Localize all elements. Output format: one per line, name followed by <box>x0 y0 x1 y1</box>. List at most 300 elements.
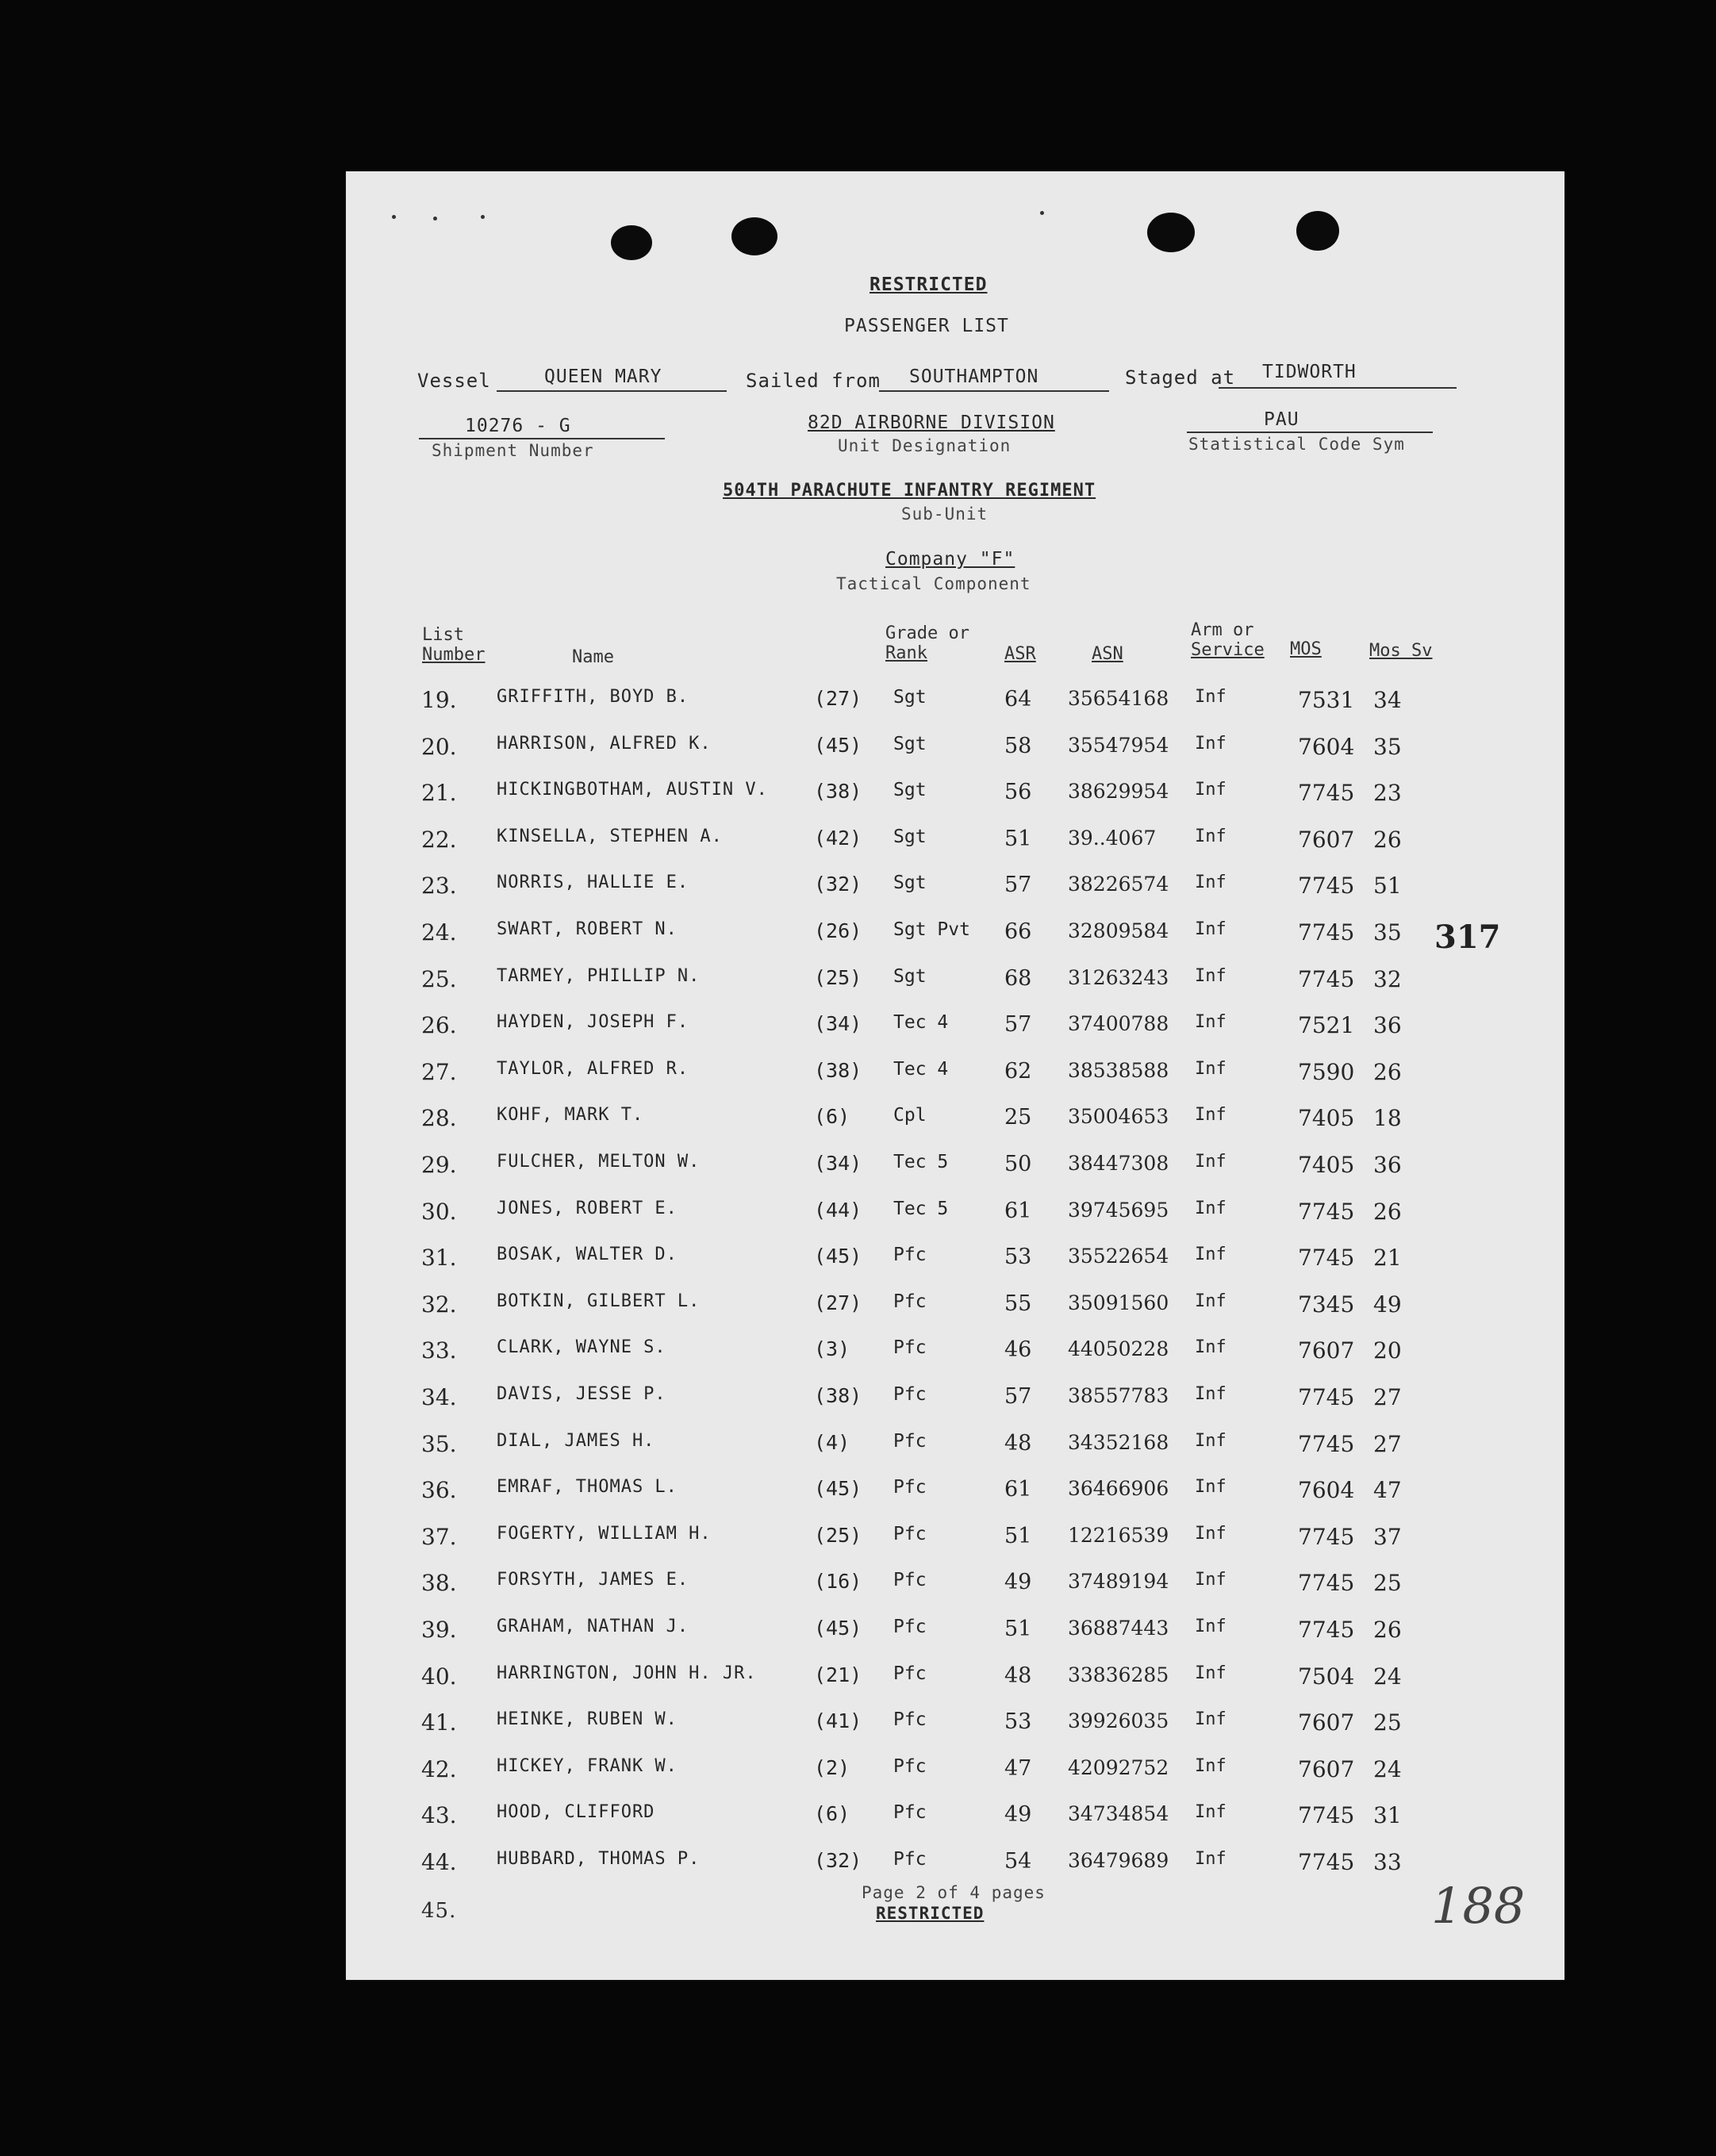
table-row <box>346 1477 1564 1509</box>
cell-arm: Inf <box>1195 1152 1227 1172</box>
cell-pos: (34) <box>814 1012 862 1036</box>
cell-asn: 38538588 <box>1068 1058 1169 1082</box>
cell-asr: 53 <box>1004 1245 1032 1270</box>
cell-asn: 32809584 <box>1068 919 1169 942</box>
company-label: Tactical Component <box>836 574 1031 593</box>
col-list-number-line1: List <box>422 625 464 645</box>
cell-pos: (27) <box>814 1291 862 1314</box>
shipment-underline <box>419 438 665 439</box>
cell-arm: Inf <box>1195 1384 1227 1404</box>
cell-grade: Sgt <box>893 780 927 801</box>
cell-asn: 36887443 <box>1068 1617 1169 1640</box>
company: Company "F" <box>885 549 1015 570</box>
cell-grade: Tec 5 <box>893 1198 949 1219</box>
cell-asr: 57 <box>1004 1012 1032 1038</box>
cell-asr: 48 <box>1004 1430 1032 1456</box>
cell-asn: 39..4067 <box>1068 826 1157 850</box>
cell-pos: (45) <box>814 1477 862 1501</box>
table-row <box>346 687 1564 719</box>
cell-mos: 7745 <box>1298 1245 1355 1272</box>
cell-asr: 50 <box>1004 1152 1032 1176</box>
cell-asn: 35547954 <box>1068 733 1169 757</box>
cell-mos: 7745 <box>1298 873 1355 900</box>
cell-arm: Inf <box>1195 1291 1227 1311</box>
cell-name: HOOD, CLIFFORD <box>497 1802 655 1823</box>
table-row <box>346 827 1564 858</box>
table-row <box>346 1570 1564 1602</box>
cell-asn: 36466906 <box>1068 1477 1169 1501</box>
col-list-number <box>422 625 485 665</box>
table-row <box>346 1059 1564 1091</box>
cell-arm: Inf <box>1195 1617 1227 1636</box>
cell-num: 37. <box>421 1523 457 1550</box>
cell-name: KOHF, MARK T. <box>497 1105 644 1126</box>
cell-num: 43. <box>421 1802 457 1829</box>
cell-arm: Inf <box>1195 1802 1227 1823</box>
cell-num: 42. <box>421 1755 457 1782</box>
cell-asr: 57 <box>1004 1384 1032 1409</box>
cell-asn: 37489194 <box>1068 1570 1169 1594</box>
cell-num: 38. <box>421 1570 457 1597</box>
cell-grade: Sgt Pvt <box>893 919 970 940</box>
cell-num: 41. <box>421 1709 457 1736</box>
cell-asn: 39926035 <box>1068 1709 1169 1733</box>
cell-mos: 7405 <box>1298 1105 1355 1132</box>
cell-pos: (44) <box>814 1198 862 1222</box>
cell-arm: Inf <box>1195 1849 1227 1869</box>
col-mos-sv: Mos Sv <box>1369 641 1433 661</box>
cell-grade: Pfc <box>893 1709 927 1731</box>
cell-name: FOGERTY, WILLIAM H. <box>497 1523 712 1544</box>
vessel-value: QUEEN MARY <box>544 366 662 387</box>
cell-sv: 36 <box>1373 1012 1402 1039</box>
cell-asr: 57 <box>1004 873 1032 898</box>
cell-asn: 42092752 <box>1068 1755 1169 1779</box>
sailed-from-label: Sailed from <box>746 370 881 392</box>
cell-pos: (21) <box>814 1663 862 1686</box>
sub-unit: 504TH PARACHUTE INFANTRY REGIMENT <box>723 481 1096 501</box>
cell-name: GRIFFITH, BOYD B. <box>497 687 689 707</box>
speck <box>481 215 485 219</box>
cell-asn: 38226574 <box>1068 873 1169 896</box>
cell-sv: 33 <box>1373 1849 1402 1875</box>
cell-pos: (38) <box>814 1384 862 1407</box>
cell-sv: 26 <box>1373 1617 1402 1643</box>
col-asn: ASN <box>1092 644 1123 664</box>
cell-asn: 35004653 <box>1068 1105 1169 1129</box>
cell-mos: 7531 <box>1298 687 1355 713</box>
table-row <box>346 1431 1564 1463</box>
cell-mos: 7590 <box>1298 1058 1355 1085</box>
cell-name: HICKINGBOTHAM, AUSTIN V. <box>497 780 768 800</box>
cell-name: GRAHAM, NATHAN J. <box>497 1617 689 1636</box>
cell-grade: Pfc <box>893 1849 927 1870</box>
punch-hole <box>611 225 652 260</box>
cell-num: 36. <box>421 1477 457 1504</box>
cell-grade: Pfc <box>893 1755 927 1777</box>
sailed-from-value: SOUTHAMPTON <box>909 366 1039 387</box>
cell-arm: Inf <box>1195 1105 1227 1126</box>
cell-num: 25. <box>421 965 457 992</box>
cell-asr: 25 <box>1004 1105 1032 1130</box>
cell-mos: 7745 <box>1298 1802 1355 1829</box>
cell-arm: Inf <box>1195 1012 1227 1033</box>
cell-arm: Inf <box>1195 780 1227 800</box>
cell-asn: 35654168 <box>1068 687 1169 710</box>
cell-num: 30. <box>421 1198 457 1225</box>
cell-arm: Inf <box>1195 1709 1227 1730</box>
cell-asr: 48 <box>1004 1663 1032 1688</box>
col-asr: ASR <box>1004 644 1036 664</box>
sailed-from-underline <box>879 390 1109 392</box>
table-row <box>346 1152 1564 1183</box>
cell-pos: (6) <box>814 1802 850 1826</box>
cell-num: 27. <box>421 1058 457 1085</box>
cell-num: 39. <box>421 1617 457 1643</box>
table-row <box>346 1756 1564 1788</box>
staged-at-underline <box>1219 387 1457 389</box>
cell-name: FULCHER, MELTON W. <box>497 1152 701 1172</box>
cell-sv: 25 <box>1373 1570 1402 1597</box>
cell-grade: Cpl <box>893 1105 927 1126</box>
statistical-code-label: Statistical Code Sym <box>1188 435 1405 454</box>
col-name: Name <box>572 647 614 667</box>
cell-name: HARRINGTON, JOHN H. JR. <box>497 1663 757 1683</box>
cell-sv: 23 <box>1373 780 1402 807</box>
cell-arm: Inf <box>1195 1663 1227 1683</box>
cell-arm: Inf <box>1195 1523 1227 1544</box>
cell-asr: 61 <box>1004 1198 1032 1223</box>
cell-arm: Inf <box>1195 1337 1227 1358</box>
speck <box>433 217 437 221</box>
cell-mos: 7604 <box>1298 733 1355 760</box>
cell-arm: Inf <box>1195 687 1227 707</box>
table-row <box>346 1384 1564 1416</box>
col-grade-line2: Rank <box>885 643 927 663</box>
cell-sv: 27 <box>1373 1430 1402 1457</box>
cell-name: BOTKIN, GILBERT L. <box>497 1291 701 1311</box>
cell-asr: 68 <box>1004 965 1032 991</box>
cell-sv: 24 <box>1373 1663 1402 1690</box>
cell-arm: Inf <box>1195 1570 1227 1590</box>
table-row <box>346 919 1564 951</box>
cell-pos: (41) <box>814 1709 862 1733</box>
punch-hole <box>731 217 777 255</box>
cell-arm: Inf <box>1195 873 1227 893</box>
cell-pos: (42) <box>814 826 862 850</box>
table-row <box>346 1105 1564 1137</box>
staged-at-label: Staged at <box>1125 366 1236 389</box>
cell-asr: 64 <box>1004 687 1032 712</box>
cell-name: HARRISON, ALFRED K. <box>497 733 712 754</box>
cell-mos: 7745 <box>1298 1570 1355 1597</box>
cell-mos: 7745 <box>1298 1198 1355 1225</box>
cell-pos: (3) <box>814 1337 850 1361</box>
cell-name: SWART, ROBERT N. <box>497 919 678 939</box>
cell-asn: 36479689 <box>1068 1849 1169 1872</box>
cell-name: NORRIS, HALLIE E. <box>497 873 689 893</box>
cell-sv: 34 <box>1373 687 1402 713</box>
cell-arm: Inf <box>1195 1755 1227 1776</box>
cell-asr: 51 <box>1004 1617 1032 1641</box>
cell-asr: 62 <box>1004 1058 1032 1084</box>
cell-arm: Inf <box>1195 733 1227 754</box>
cell-mos: 7521 <box>1298 1012 1355 1039</box>
cell-name: TARMEY, PHILLIP N. <box>497 965 701 986</box>
cell-arm: Inf <box>1195 1245 1227 1265</box>
col-arm-line1: Arm or <box>1191 620 1254 640</box>
punch-hole <box>1296 211 1339 251</box>
cell-num: 31. <box>421 1245 457 1272</box>
cell-mos: 7607 <box>1298 1709 1355 1736</box>
cell-mos: 7745 <box>1298 1849 1355 1875</box>
cell-sv: 49 <box>1373 1291 1402 1318</box>
cell-mos: 7604 <box>1298 1477 1355 1504</box>
table-row <box>346 873 1564 904</box>
cell-pos: (32) <box>814 1849 862 1872</box>
cell-pos: (45) <box>814 1617 862 1640</box>
cell-num: 32. <box>421 1291 457 1318</box>
cell-name: FORSYTH, JAMES E. <box>497 1570 689 1590</box>
classification-bottom: RESTRICTED <box>876 1904 985 1923</box>
cell-pos: (16) <box>814 1570 862 1594</box>
col-mos: MOS <box>1290 639 1322 659</box>
cell-sv: 35 <box>1373 733 1402 760</box>
cell-sv: 35 <box>1373 919 1402 946</box>
cell-asn: 31263243 <box>1068 965 1169 989</box>
cell-asn: 38629954 <box>1068 780 1169 804</box>
cell-num: 24. <box>421 919 457 946</box>
table-row <box>346 1709 1564 1741</box>
page-indicator: Page 2 of 4 pages <box>862 1883 1046 1902</box>
table-row <box>346 1524 1564 1556</box>
cell-name: DAVIS, JESSE P. <box>497 1384 666 1404</box>
cell-grade: Pfc <box>893 1384 927 1405</box>
cell-asn: 33836285 <box>1068 1663 1169 1686</box>
stat-code-underline <box>1187 432 1433 433</box>
cell-sv: 37 <box>1373 1523 1402 1550</box>
cell-mos: 7745 <box>1298 1617 1355 1643</box>
cell-asn: 34734854 <box>1068 1802 1169 1826</box>
cell-mos: 7607 <box>1298 826 1355 853</box>
cell-num: 23. <box>421 873 457 900</box>
cell-arm: Inf <box>1195 1198 1227 1218</box>
cell-sv: 26 <box>1373 826 1402 853</box>
cell-pos: (32) <box>814 873 862 896</box>
cell-name: HUBBARD, THOMAS P. <box>497 1849 701 1869</box>
table-row <box>346 1245 1564 1276</box>
cell-mos: 7745 <box>1298 1384 1355 1410</box>
cell-grade: Pfc <box>893 1663 927 1684</box>
statistical-code: PAU <box>1264 409 1299 430</box>
cell-arm: Inf <box>1195 826 1227 846</box>
col-list-number-line2: Number <box>422 645 486 665</box>
cell-asn: 12216539 <box>1068 1523 1169 1547</box>
shipment-number-label: Shipment Number <box>432 441 594 460</box>
cell-grade: Tec 4 <box>893 1058 949 1080</box>
table-row <box>346 1617 1564 1648</box>
cell-arm: Inf <box>1195 1058 1227 1079</box>
handwritten-page-number: 188 <box>1431 1877 1526 1935</box>
cell-asn: 35522654 <box>1068 1245 1169 1268</box>
cell-grade: Pfc <box>893 1430 927 1452</box>
cell-mos: 7504 <box>1298 1663 1355 1690</box>
cell-asr: 53 <box>1004 1709 1032 1735</box>
cell-asn: 38557783 <box>1068 1384 1169 1407</box>
cell-pos: (34) <box>814 1152 862 1175</box>
cell-grade: Pfc <box>893 1245 927 1266</box>
classification-top: RESTRICTED <box>870 274 988 295</box>
col-arm-line2: Service <box>1191 640 1265 660</box>
cell-asr: 54 <box>1004 1849 1032 1874</box>
cell-sv: 24 <box>1373 1755 1402 1782</box>
cell-arm: Inf <box>1195 1477 1227 1498</box>
cell-num: 29. <box>421 1152 457 1178</box>
shipment-number: 10276 - G <box>465 416 571 436</box>
cell-arm: Inf <box>1195 1430 1227 1451</box>
cell-mos: 7405 <box>1298 1152 1355 1178</box>
cell-mos: 7745 <box>1298 780 1355 807</box>
cell-grade: Sgt <box>893 873 927 894</box>
cell-name: CLARK, WAYNE S. <box>497 1337 666 1358</box>
cell-asr: 47 <box>1004 1755 1032 1781</box>
cell-grade: Sgt <box>893 687 927 708</box>
punch-hole <box>1147 213 1195 252</box>
cell-pos: (6) <box>814 1105 850 1129</box>
table-row <box>346 966 1564 998</box>
cell-grade: Sgt <box>893 965 927 987</box>
table-row <box>346 1199 1564 1230</box>
cell-pos: (25) <box>814 965 862 989</box>
cell-name: KINSELLA, STEPHEN A. <box>497 826 723 846</box>
table-row <box>346 1291 1564 1323</box>
cell-sv: 26 <box>1373 1058 1402 1085</box>
document-title: PASSENGER LIST <box>844 316 1009 336</box>
cell-name: HICKEY, FRANK W. <box>497 1755 678 1776</box>
cell-sv: 32 <box>1373 965 1402 992</box>
cell-grade: Tec 5 <box>893 1152 949 1172</box>
cell-pos: (2) <box>814 1755 850 1779</box>
table-row <box>346 1663 1564 1695</box>
cell-grade: Pfc <box>893 1291 927 1312</box>
cell-mos: 7745 <box>1298 919 1355 946</box>
speck <box>392 215 396 219</box>
speck <box>1040 211 1044 215</box>
cell-sv: 25 <box>1373 1709 1402 1736</box>
cell-num: 22. <box>421 826 457 853</box>
cell-asn: 38447308 <box>1068 1152 1169 1175</box>
cell-num: 33. <box>421 1337 457 1364</box>
cell-sv: 51 <box>1373 873 1402 900</box>
cell-asr: 51 <box>1004 826 1032 851</box>
cell-grade: Pfc <box>893 1802 927 1824</box>
cell-grade: Pfc <box>893 1570 927 1591</box>
cell-asn: 39745695 <box>1068 1198 1169 1222</box>
cell-num: 28. <box>421 1105 457 1132</box>
cell-num: 35. <box>421 1430 457 1457</box>
cell-asr: 46 <box>1004 1337 1032 1363</box>
cell-grade: Pfc <box>893 1477 927 1498</box>
table-row <box>346 780 1564 811</box>
cell-mos: 7345 <box>1298 1291 1355 1318</box>
unit-designation: 82D AIRBORNE DIVISION <box>808 412 1055 433</box>
table-row <box>346 1012 1564 1044</box>
cell-sv: 27 <box>1373 1384 1402 1410</box>
cell-num: 44. <box>421 1849 457 1875</box>
unit-designation-label: Unit Designation <box>838 436 1012 455</box>
cell-num: 21. <box>421 780 457 807</box>
cell-asr: 51 <box>1004 1523 1032 1548</box>
cell-pos: (25) <box>814 1523 862 1547</box>
cell-name: JONES, ROBERT E. <box>497 1198 678 1218</box>
vessel-label: Vessel <box>417 370 491 392</box>
cell-mos: 7745 <box>1298 965 1355 992</box>
cell-asn: 37400788 <box>1068 1012 1169 1036</box>
table-row <box>346 734 1564 765</box>
cell-mos: 7745 <box>1298 1523 1355 1550</box>
cell-arm: Inf <box>1195 919 1227 939</box>
cell-num: 20. <box>421 733 457 760</box>
table-row <box>346 1802 1564 1834</box>
cell-asr: 49 <box>1004 1570 1032 1595</box>
col-grade <box>885 623 969 663</box>
cell-asr: 56 <box>1004 780 1032 805</box>
cell-grade: Sgt <box>893 826 927 847</box>
table-row <box>346 1849 1564 1881</box>
cell-name: EMRAF, THOMAS L. <box>497 1477 678 1498</box>
cell-name: DIAL, JAMES H. <box>497 1430 655 1451</box>
cell-grade: Pfc <box>893 1523 927 1544</box>
next-list-number: 45. <box>421 1899 457 1923</box>
cell-asn: 44050228 <box>1068 1337 1169 1361</box>
cell-sv: 18 <box>1373 1105 1402 1132</box>
cell-sv: 20 <box>1373 1337 1402 1364</box>
cell-grade: Tec 4 <box>893 1012 949 1034</box>
cell-asr: 61 <box>1004 1477 1032 1502</box>
cell-name: BOSAK, WALTER D. <box>497 1245 678 1265</box>
cell-grade: Pfc <box>893 1337 927 1359</box>
cell-num: 40. <box>421 1663 457 1690</box>
cell-mos: 7745 <box>1298 1430 1355 1457</box>
cell-pos: (38) <box>814 780 862 804</box>
cell-name: TAYLOR, ALFRED R. <box>497 1058 689 1079</box>
cell-pos: (45) <box>814 1245 862 1268</box>
cell-num: 34. <box>421 1384 457 1410</box>
cell-name: HAYDEN, JOSEPH F. <box>497 1012 689 1033</box>
sub-unit-label: Sub-Unit <box>901 504 989 524</box>
vessel-underline <box>497 390 727 392</box>
margin-stamp-number: 317 <box>1434 919 1501 956</box>
cell-pos: (26) <box>814 919 862 942</box>
cell-asr: 55 <box>1004 1291 1032 1316</box>
cell-name: HEINKE, RUBEN W. <box>497 1709 678 1730</box>
cell-asn: 34352168 <box>1068 1430 1169 1454</box>
cell-asr: 58 <box>1004 733 1032 758</box>
cell-sv: 21 <box>1373 1245 1402 1272</box>
cell-asr: 49 <box>1004 1802 1032 1828</box>
cell-mos: 7607 <box>1298 1337 1355 1364</box>
cell-mos: 7607 <box>1298 1755 1355 1782</box>
cell-pos: (27) <box>814 687 862 710</box>
cell-pos: (38) <box>814 1058 862 1082</box>
cell-pos: (45) <box>814 733 862 757</box>
staged-at-value: TIDWORTH <box>1262 362 1357 382</box>
document-page <box>346 171 1564 1980</box>
cell-sv: 31 <box>1373 1802 1402 1829</box>
cell-num: 19. <box>421 687 457 713</box>
cell-grade: Sgt <box>893 733 927 754</box>
col-grade-line1: Grade or <box>885 623 969 643</box>
